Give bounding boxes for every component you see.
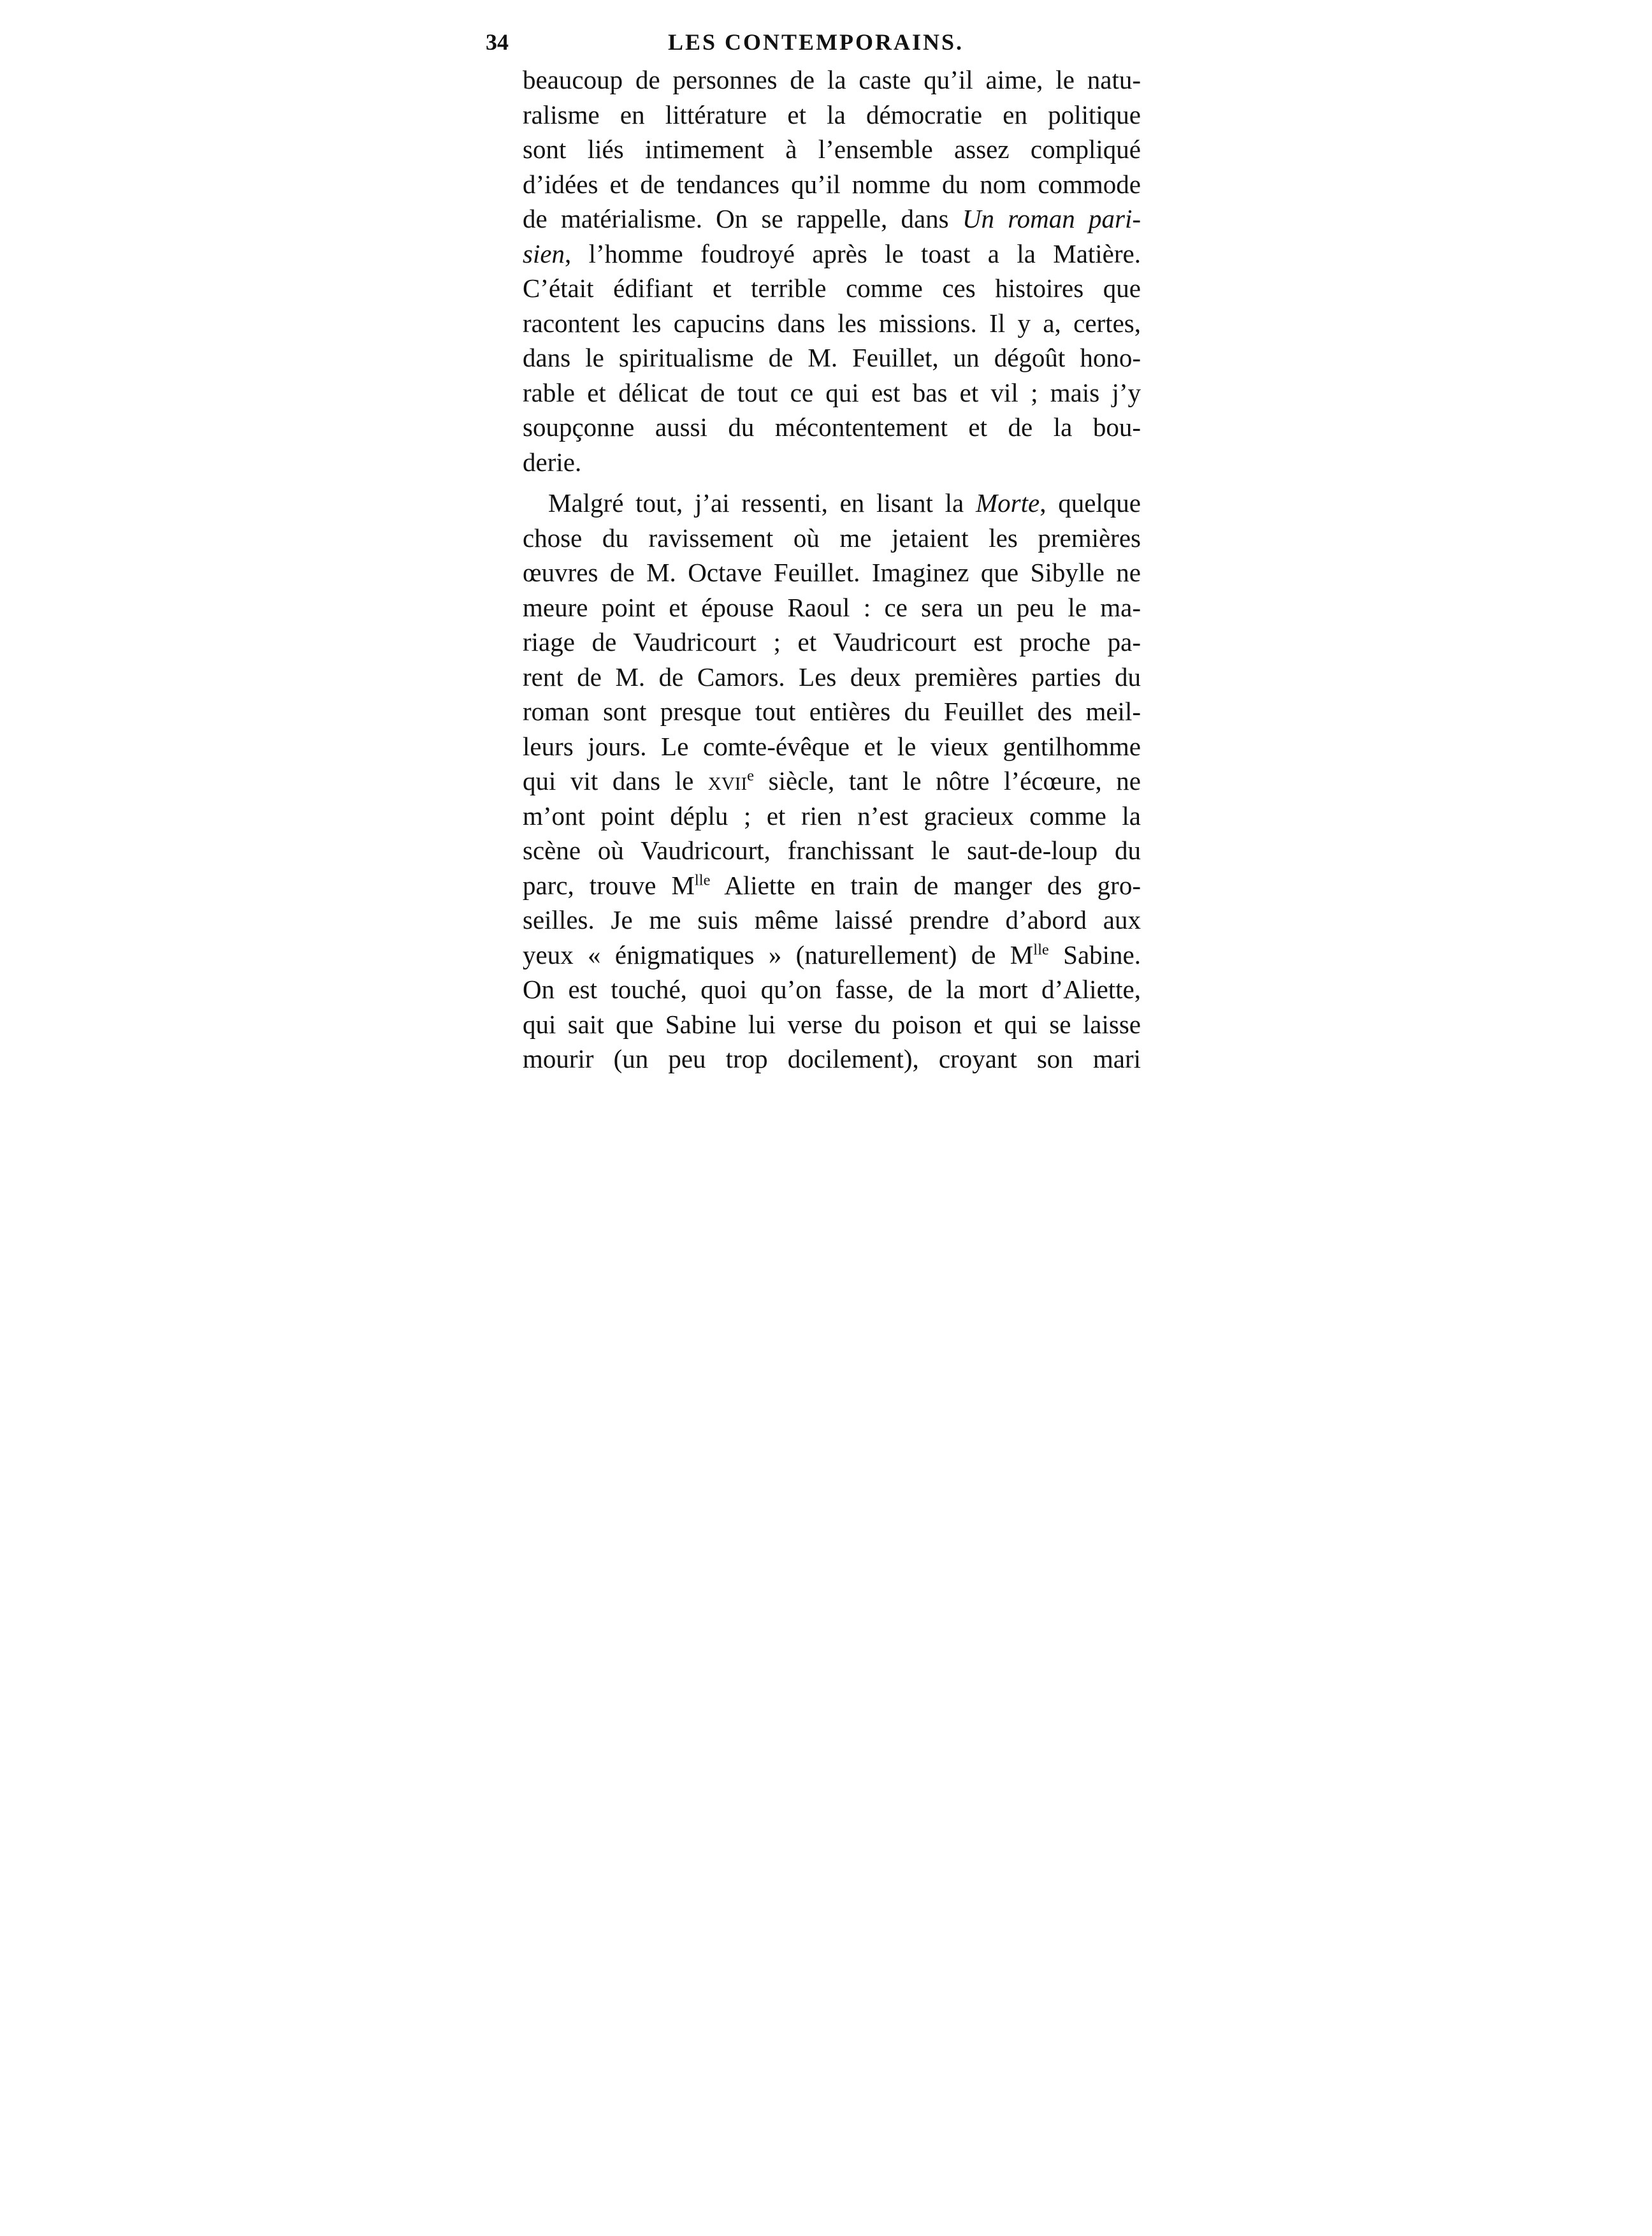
paragraph-2 [523, 486, 1141, 1077]
text-line [523, 486, 1141, 521]
text-line: ralisme en littérature et la démocratie en politique [523, 99, 1141, 129]
paragraph-gap [523, 479, 1141, 486]
text-line: On est touché, quoi qu’on fasse, de la mort d’Aliette, [523, 975, 1141, 1004]
text-line [523, 938, 1141, 973]
text-line: d’idées et de tendances qu’il nomme du nom commode [523, 169, 1141, 199]
text-run: parc, trouve M [523, 870, 695, 900]
text-line: beaucoup de personnes de la caste qu’il aime, le natu- [523, 65, 1141, 94]
superscript: lle [694, 871, 711, 889]
running-title: LES CONTEMPORAINS. [667, 29, 964, 55]
text-run: Malgré tout, j’ai ressenti, en lisant la [548, 488, 976, 518]
text-line: rable et délicat de tout ce qui est bas et vil ; mais j’y [523, 377, 1141, 407]
book-title-italic-cont: sien [523, 238, 565, 268]
book-title-italic: Morte [976, 488, 1040, 518]
text-line: sont liés intimement à l’ensemble assez compliqué [523, 134, 1141, 164]
text-run: , quelque [1040, 488, 1141, 518]
running-head [486, 24, 1146, 60]
text-line: œuvres de M. Octave Feuillet. Imaginez que Sibylle ne [523, 558, 1141, 587]
text-line: C’était édifiant et terrible comme ces histoires que [523, 273, 1141, 303]
superscript: e [747, 767, 755, 785]
text-line: chose du ravissement où me jetaient les premières [523, 523, 1141, 553]
text-line [523, 868, 1141, 903]
text-line: derie. [523, 447, 582, 477]
text-line [523, 764, 1141, 799]
text-line: soupçonne aussi du mécontentement et de la bou- [523, 412, 1141, 442]
text-run: qui vit dans le [523, 766, 708, 795]
text-line [523, 236, 1141, 272]
text-run: , l’homme foudroyé après le toast a la Matière. [565, 238, 1141, 268]
text-line: m’ont point déplu ; et rien n’est gracieux comme la [523, 801, 1141, 831]
text-line: mourir (un peu trop docilement), croyant son mari [523, 1044, 1141, 1073]
text-line: leurs jours. Le comte-évêque et le vieux gentilhomme [523, 731, 1141, 761]
book-title-italic: Un roman pari- [962, 204, 1141, 233]
text-line: racontent les capucins dans les missions. Il y a, certes, [523, 308, 1141, 338]
text-line: scène où Vaudricourt, franchissant le saut-de-loup du [523, 836, 1141, 865]
text-line: riage de Vaudricourt ; et Vaudricourt est proche pa- [523, 627, 1141, 657]
text-line: seilles. Je me suis même laissé prendre d’abord aux [523, 905, 1141, 934]
page-number: 34 [486, 29, 509, 55]
text-run: Sabine. [1048, 940, 1141, 969]
text-run: siècle, tant le nôtre l’écœure, ne [754, 766, 1141, 795]
text-run: Aliette en train de manger des gro- [710, 870, 1141, 900]
text-run: yeux « énigmatiques » (naturellement) de M [523, 940, 1034, 969]
text-line: dans le spiritualisme de M. Feuillet, un dégoût hono- [523, 343, 1141, 372]
text-line [523, 201, 1141, 236]
body-text [523, 62, 1141, 1077]
text-line: rent de M. de Camors. Les deux premières parties du [523, 662, 1141, 692]
text-line: qui sait que Sabine lui verse du poison et qui se laisse [523, 1009, 1141, 1039]
century-numeral: xvii [707, 766, 748, 795]
superscript: lle [1033, 940, 1049, 958]
text-line: meure point et épouse Raoul : ce sera un peu le ma- [523, 592, 1141, 622]
text-run: de matérialisme. On se rappelle, dans [523, 204, 962, 233]
text-line: roman sont presque tout entières du Feuillet des meil- [523, 697, 1141, 726]
paragraph-1 [523, 62, 1141, 479]
